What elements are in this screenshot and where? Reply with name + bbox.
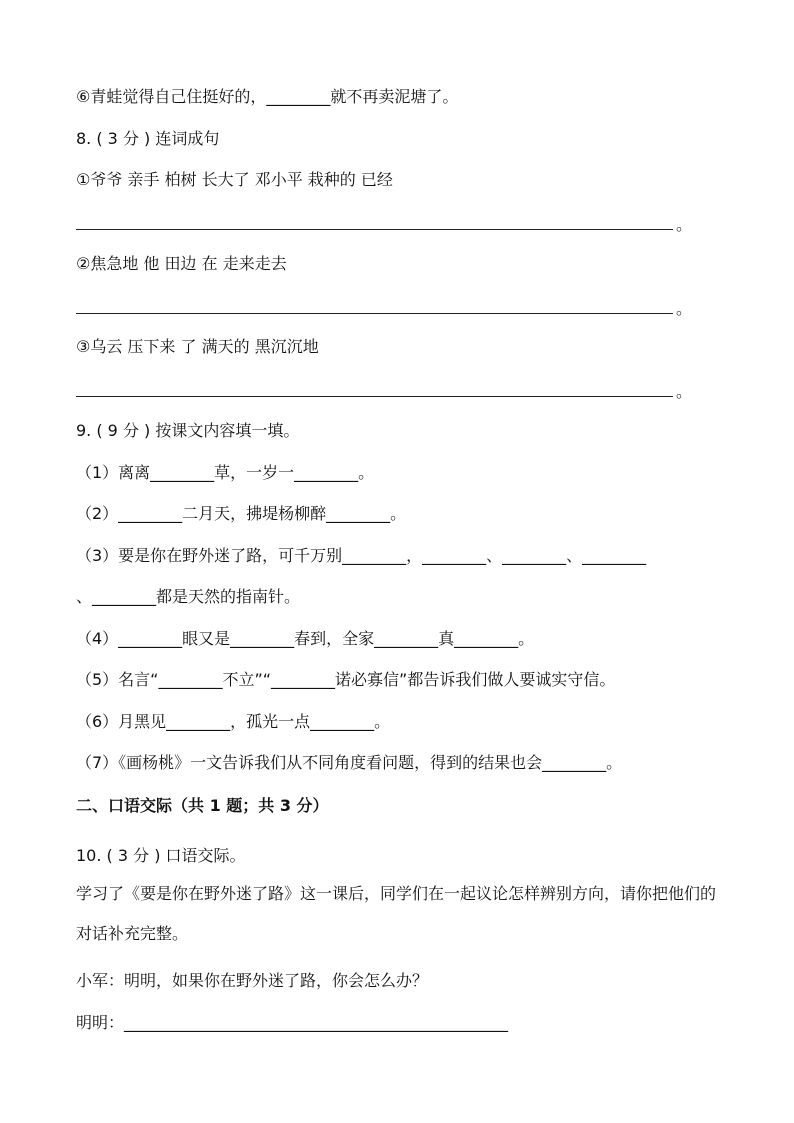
q8-period-1: 。 xyxy=(676,215,693,234)
q8-header: 8. ( 3 分 ) 连词成句 xyxy=(76,129,220,148)
q9-line-3a: （3）要是你在野外迷了路，可千万别________，________、________、________ xyxy=(76,546,647,565)
q10-paragraph: 学习了《要是你在野外迷了路》这一课后，同学们在一起议论怎样辨别方向，请你把他们的对话补充完整。 xyxy=(76,884,717,943)
q8-answer-line-2[interactable] xyxy=(76,313,673,314)
q8-answer-line-3[interactable] xyxy=(76,396,673,397)
q8-period-3: 。 xyxy=(676,382,693,401)
section-2-title: 二、口语交际（共 1 题；共 3 分） xyxy=(76,796,329,815)
q9-line-7: （7）《画杨桃》一文告诉我们从不同角度看问题，得到的结果也会________。 xyxy=(76,753,623,772)
q7-item6: ⑥青蛙觉得自己住挺好的，________就不再卖泥塘了。 xyxy=(76,87,459,106)
q8-item3: ③乌云 压下来 了 满天的 黑沉沉地 xyxy=(76,337,319,356)
q8-item2: ②焦急地 他 田边 在 走来走去 xyxy=(76,254,287,273)
q9-line-2: （2）________二月天，拂堤杨柳醉________。 xyxy=(76,504,407,523)
q10-mingming-line[interactable]: 明明：________________________________________________ xyxy=(76,1013,509,1032)
q8-period-2: 。 xyxy=(676,299,693,318)
q9-line-1: （1）离离________草，一岁一________。 xyxy=(76,463,375,482)
q10-xiaojun-line: 小军：明明，如果你在野外迷了路，你会怎么办？ xyxy=(76,971,429,990)
q9-header: 9. ( 9 分 ) 按课文内容填一填。 xyxy=(76,421,300,440)
q9-line-5: （5）名言“________不立”“________诺必寡信”都告诉我们做人要诚实守信。 xyxy=(76,670,616,689)
q9-line-3b: 、________都是天然的指南针。 xyxy=(76,587,301,606)
q8-item1: ①爷爷 亲手 柏树 长大了 邓小平 栽种的 已经 xyxy=(76,170,393,189)
q8-answer-line-1[interactable] xyxy=(76,229,673,230)
q10-header: 10. ( 3 分 ) 口语交际。 xyxy=(76,846,246,865)
q9-line-4: （4）________眼又是________春到，全家________真________。 xyxy=(76,629,535,648)
q9-line-6: （6）月黑见________，孤光一点________。 xyxy=(76,712,391,731)
